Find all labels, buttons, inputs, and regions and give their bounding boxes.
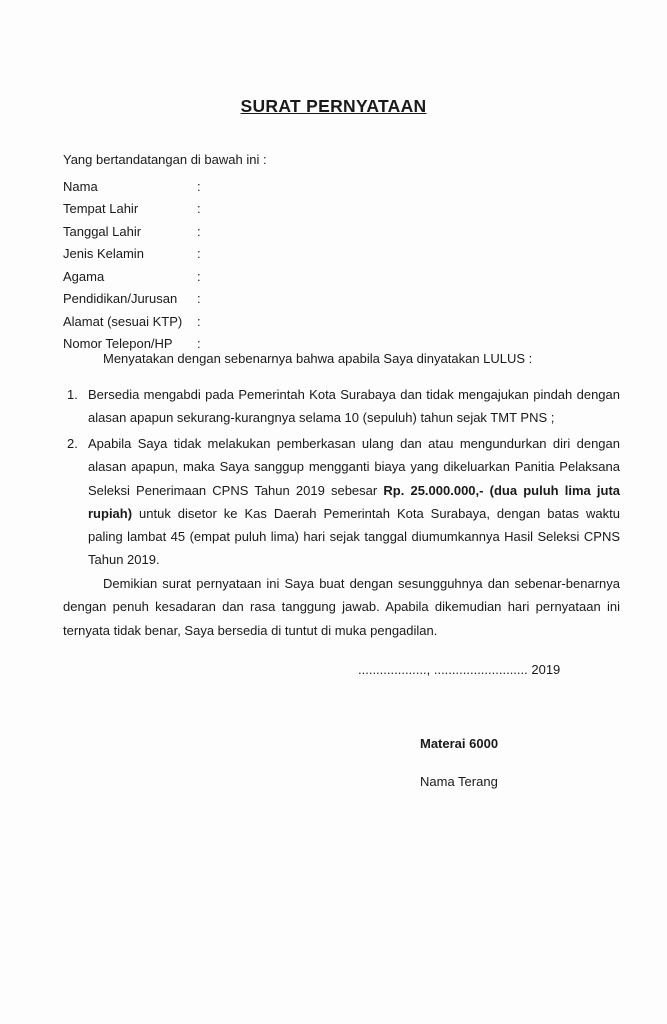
field-row-nama — [63, 175, 207, 198]
field-colon: : — [197, 178, 201, 194]
field-label: Pendidikan/Jurusan — [63, 291, 178, 307]
field-label: Jenis Kelamin — [63, 246, 144, 262]
item-number: 2. — [67, 436, 78, 451]
item-number: 1. — [67, 387, 78, 402]
field-row-jenis-kelamin — [63, 243, 207, 266]
closing-paragraph: Demikian surat pernyataan ini Saya buat dengan sesungguhnya dan sebenar-benarnya dengan penuh kesadaran dan rasa tanggung jawab. Apabila dikemudian hari pernyataan ini ternyata tidak benar, Saya bersedia di tuntut di muka pengadilan. — [63, 576, 620, 638]
intro-text: Yang bertandatangan di bawah ini : — [63, 152, 267, 167]
field-row-agama — [63, 265, 207, 288]
item-text: untuk disetor ke Kas Daerah Pemerintah Kota Surabaya, dengan batas waktu paling lambat 45 (empat puluh lima) hari sejak tanggal diumumkannya Hasil Seleksi CPNS Tahun 2019. — [88, 505, 620, 568]
field-label: Nomor Telepon/HP — [63, 336, 173, 352]
list-item-1: Bersedia mengabdi pada Pemerintah Kota Surabaya dan tidak mengajukan pindah dengan alasan apapun sekurang-kurangnya selama 10 (sepuluh) tahun sejak TMT PNS ; — [88, 387, 620, 426]
date-line: ..................., .......................... 2019 — [358, 662, 561, 677]
field-colon: : — [197, 201, 201, 217]
identity-fields — [63, 175, 207, 355]
field-row-alamat — [63, 310, 207, 333]
field-colon: : — [197, 336, 201, 352]
field-colon: : — [197, 313, 201, 329]
field-colon: : — [197, 268, 201, 284]
field-row-tanggal-lahir — [63, 220, 207, 243]
field-colon: : — [197, 223, 201, 239]
field-label: Tanggal Lahir — [63, 223, 142, 239]
field-label: Agama — [63, 268, 105, 284]
amount-text: Rp. 25.000.000,- (dua puluh lima juta rupiah) — [88, 482, 620, 521]
field-row-pendidikan — [63, 288, 207, 311]
field-label: Alamat (sesuai KTP) — [63, 313, 183, 329]
field-colon: : — [197, 246, 201, 262]
field-row-tempat-lahir — [63, 198, 207, 221]
list-item-2 — [88, 432, 620, 572]
statement-text: Menyatakan dengan sebenarnya bahwa apabila Saya dinyatakan LULUS : — [103, 351, 533, 366]
field-colon: : — [197, 291, 201, 307]
materai-label: Materai 6000 — [420, 736, 499, 751]
field-label: Nama — [63, 178, 98, 194]
nama-terang-label: Nama Terang — [420, 774, 498, 789]
field-label: Tempat Lahir — [63, 201, 139, 217]
document-title: SURAT PERNYATAAN — [240, 96, 427, 116]
item-text: Apabila Saya tidak melakukan pemberkasan ulang dan atau mengundurkan diri dengan alasan apapun, maka Saya sanggup mengganti biaya yang dikeluarkan Panitia Pelaksana Seleksi Penerimaan CPNS Tahun 2019 sebesar — [88, 436, 620, 498]
